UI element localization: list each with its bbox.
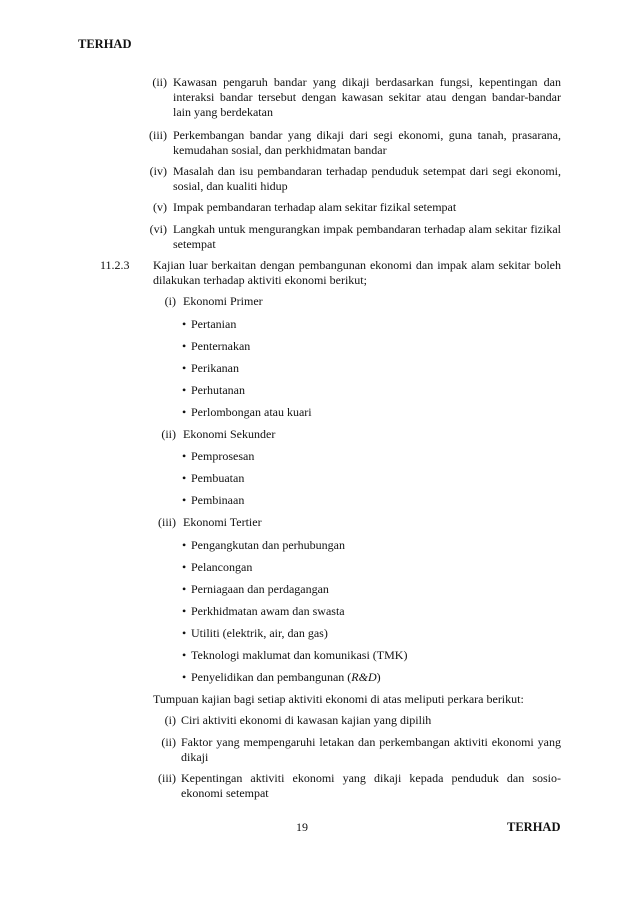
rd-abbreviation: R&D — [351, 670, 377, 684]
bullet-item: • Perlombongan atau kuari — [182, 405, 312, 419]
bullet-item: • Perhutanan — [182, 383, 245, 397]
header-classification-label: TERHAD — [78, 37, 132, 51]
focus-intro: Tumpuan kajian bagi setiap aktiviti ekonomi di atas meliputi perkara berikut: — [153, 692, 524, 706]
list-item-number: (iv) — [149, 164, 167, 178]
list-item-text: Langkah untuk mengurangkan impak pembandaran terhadap alam sekitar fizikal setempat — [173, 222, 561, 251]
bullet-item: • Teknologi maklumat dan komunikasi (TMK) — [182, 648, 408, 662]
bullet-icon: • — [182, 626, 187, 640]
list-item-number: (iii) — [158, 771, 176, 785]
group-number: (ii) — [161, 427, 176, 441]
bullet-item: • Penternakan — [182, 339, 251, 353]
section-number: 11.2.3 — [100, 258, 130, 272]
list-item-number: (iii) — [149, 128, 167, 142]
list-item-number: (v) — [153, 200, 167, 214]
bullet-icon: • — [182, 582, 187, 596]
group-title: Ekonomi Primer — [183, 294, 263, 308]
list-item-text: Ciri aktiviti ekonomi di kawasan kajian yang dipilih — [181, 713, 432, 727]
list-item-text: Faktor yang mempengaruhi letakan dan perkembangan aktiviti ekonomi yang dikaji — [181, 735, 561, 764]
bullet-item: • Pelancongan — [182, 560, 253, 574]
footer-classification-label: TERHAD — [507, 820, 561, 834]
list-item-text: Perkembangan bandar yang dikaji dari segi ekonomi, guna tanah, prasarana, kemudahan sosial, dan perkhidmatan bandar — [173, 128, 561, 157]
group-number: (i) — [164, 294, 176, 308]
bullet-item: • Pengangkutan dan perhubungan — [182, 538, 345, 552]
list-item-text: Kepentingan aktiviti ekonomi yang dikaji kepada penduduk dan sosio-ekonomi setempat — [181, 771, 561, 800]
bullet-icon: • — [182, 339, 187, 353]
bullet-icon: • — [182, 604, 187, 618]
bullet-item: • Pertanian — [182, 317, 237, 331]
list-item-number: (ii) — [161, 735, 176, 749]
bullet-item: • Perikanan — [182, 361, 239, 375]
bullet-icon: • — [182, 471, 187, 485]
bullet-icon: • — [182, 405, 187, 419]
bullet-icon: • — [182, 449, 187, 463]
list-item-number: (vi) — [149, 222, 167, 236]
group-title: Ekonomi Tertier — [183, 515, 262, 529]
bullet-icon: • — [182, 670, 187, 684]
list-item-text: Impak pembandaran terhadap alam sekitar fizikal setempat — [173, 200, 457, 214]
bullet-icon: • — [182, 560, 187, 574]
section-intro: Kajian luar berkaitan dengan pembangunan ekonomi dan impak alam sekitar boleh dilakukan terhadap aktiviti ekonomi berikut; — [153, 258, 561, 287]
bullet-item: • Penyelidikan dan pembangunan (R&D) — [182, 670, 381, 684]
group-number: (iii) — [158, 515, 176, 529]
bullet-icon: • — [182, 648, 187, 662]
bullet-item: • Utiliti (elektrik, air, dan gas) — [182, 626, 328, 640]
bullet-icon: • — [182, 383, 187, 397]
page-number: 19 — [296, 820, 308, 834]
bullet-icon: • — [182, 493, 187, 507]
bullet-icon: • — [182, 538, 187, 552]
bullet-icon: • — [182, 361, 187, 375]
bullet-item: • Pembinaan — [182, 493, 245, 507]
bullet-item: • Pembuatan — [182, 471, 245, 485]
bullet-item: • Perkhidmatan awam dan swasta — [182, 604, 345, 618]
list-item-number: (i) — [164, 713, 176, 727]
bullet-item: • Pemprosesan — [182, 449, 255, 463]
list-item-text: Masalah dan isu pembandaran terhadap penduduk setempat dari segi ekonomi, sosial, dan kualiti hidup — [173, 164, 561, 193]
group-title: Ekonomi Sekunder — [183, 427, 276, 441]
bullet-item: • Perniagaan dan perdagangan — [182, 582, 329, 596]
list-item-text: Kawasan pengaruh bandar yang dikaji berdasarkan fungsi, kepentingan dan interaksi bandar tersebut dengan kawasan sekitar atau dengan bandar-bandar lain yang berdekatan — [173, 75, 561, 119]
bullet-icon: • — [182, 317, 187, 331]
list-item-number: (ii) — [152, 75, 167, 89]
